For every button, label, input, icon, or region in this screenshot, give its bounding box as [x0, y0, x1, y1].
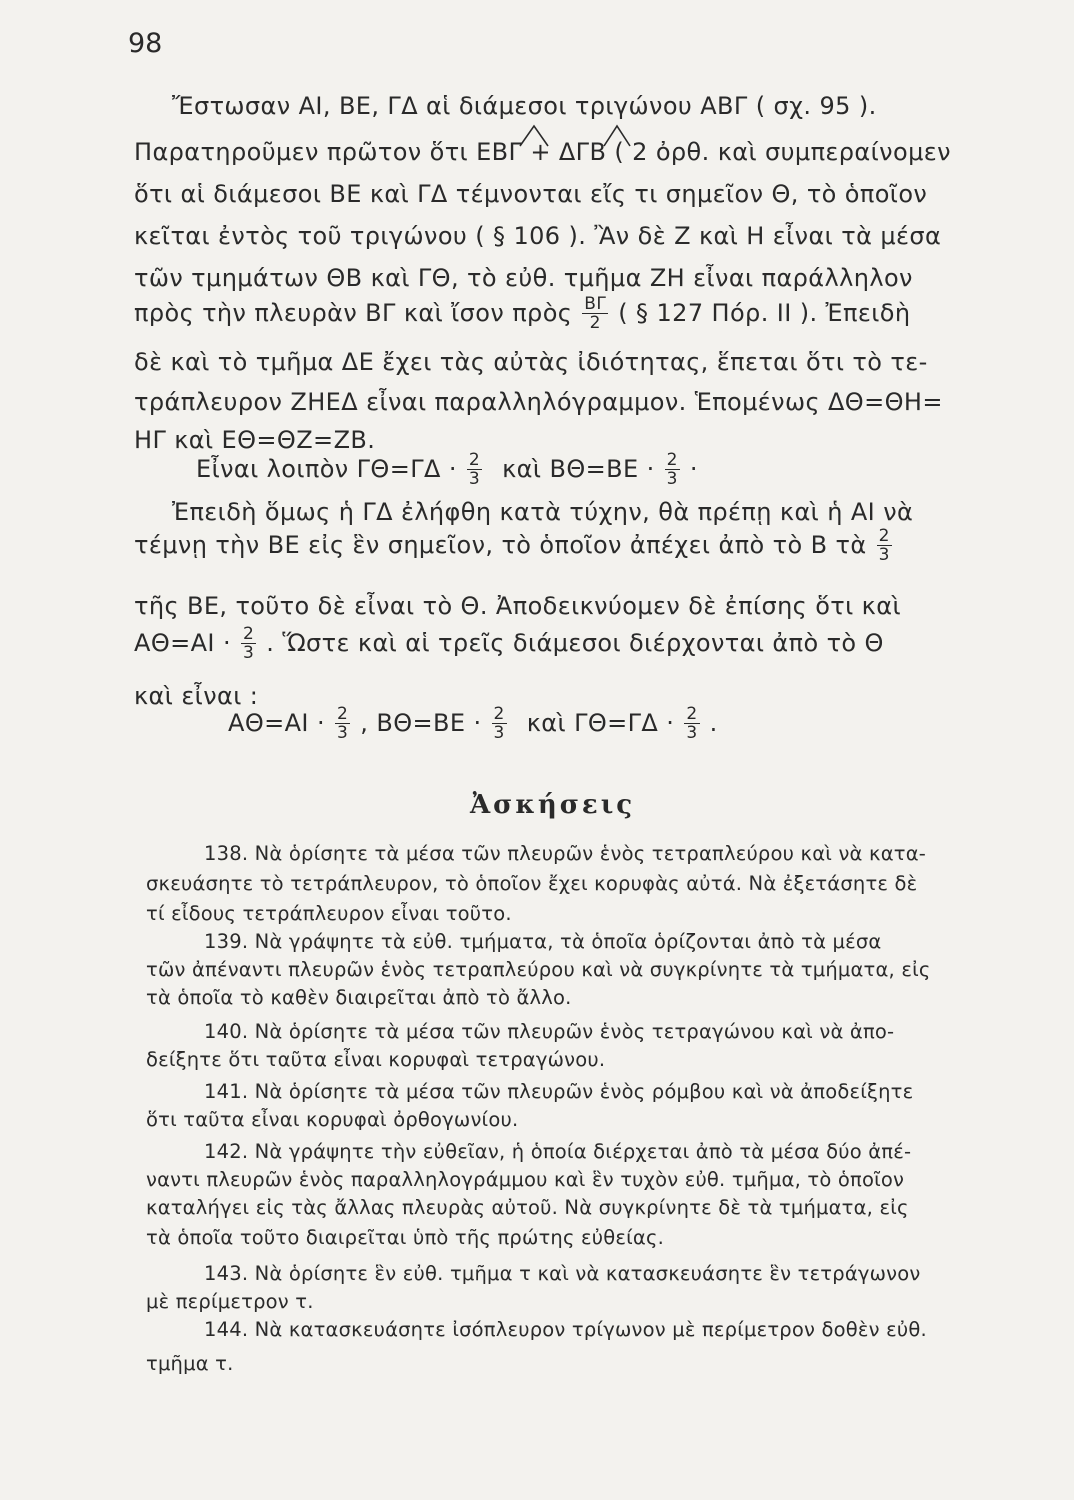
- fraction-two-thirds: [665, 452, 680, 488]
- text-line-10c: ·: [689, 455, 698, 483]
- fraction-denominator: 3: [493, 723, 505, 743]
- text-line-16: [228, 706, 718, 742]
- text-line-15: καὶ εἶναι :: [134, 682, 259, 710]
- exercise-line-4: 139. Νὰ γράψητε τὰ εὐθ. τμήματα, τὰ ὁποῖα ὁρίζονται ἀπὸ τὰ μέσα: [204, 930, 882, 953]
- text-line-16b: , ΒΘ=ΒΕ ·: [360, 709, 482, 737]
- text-line-6a: πρὸς τὴν πλευρὰν ΒΓ καὶ ἴσον πρὸς: [134, 299, 573, 327]
- text-line-10: [196, 452, 698, 488]
- text-line-9: ΗΓ καὶ ΕΘ=ΘΖ=ΖΒ.: [134, 426, 376, 454]
- fraction-denominator: 3: [666, 469, 678, 489]
- exercise-line-8: δείξητε ὅτι ταῦτα εἶναι κορυφαὶ τετραγώνου.: [146, 1048, 606, 1071]
- text-line-12a: τέμνῃ τὴν ΒΕ εἰς ἓν σημεῖον, τὸ ὁποῖον ἀπέχει ἀπὸ τὸ Β τὰ: [134, 531, 867, 559]
- exercise-line-11: 142. Νὰ γράψητε τὴν εὐθεῖαν, ἡ ὁποία διέρχεται ἀπὸ τὰ μέσα δύο ἀπέ-: [204, 1140, 912, 1163]
- exercise-line-10: ὅτι ταῦτα εἶναι κορυφαὶ ὀρθογωνίου.: [146, 1108, 519, 1131]
- text-line-11: Ἐπειδὴ ὅμως ἡ ΓΔ ἐλήφθη κατὰ τύχην, θὰ πρέπῃ καὶ ἡ ΑΙ νὰ: [172, 498, 914, 526]
- fraction-two-thirds: [877, 528, 892, 564]
- fraction-numerator: 2: [337, 704, 349, 724]
- exercise-line-16: μὲ περίμετρον τ.: [146, 1290, 314, 1313]
- fraction-numerator: 2: [878, 526, 890, 546]
- exercise-line-13: καταλήγει εἰς τὰς ἄλλας πλευρὰς αὐτοῦ. Νὰ συγκρίνητε δὲ τὰ τμήματα, εἰς: [146, 1196, 909, 1219]
- exercise-line-5: τῶν ἀπέναντι πλευρῶν ἑνὸς τετραπλεύρου καὶ νὰ συγκρίνητε τὰ τμήματα, εἰς: [146, 958, 931, 981]
- text-line-5: τῶν τμημάτων ΘΒ καὶ ΓΘ, τὸ εὐθ. τμῆμα ΖΗ εἶναι παράλληλον: [134, 264, 913, 292]
- text-line-10b: καὶ ΒΘ=ΒΕ ·: [502, 455, 655, 483]
- fraction-denominator: 3: [686, 723, 698, 743]
- fraction-two-thirds: [241, 626, 256, 662]
- text-line-14: [134, 626, 884, 662]
- text-line-7: δὲ καὶ τὸ τμῆμα ΔΕ ἔχει τὰς αὐτὰς ἰδιότητας, ἕπεται ὅτι τὸ τε-: [134, 348, 928, 376]
- fraction-denominator: 3: [337, 723, 349, 743]
- exercise-line-9: 141. Νὰ ὁρίσητε τὰ μέσα τῶν πλευρῶν ἑνὸς ρόμβου καὶ νὰ ἀποδείξητε: [204, 1080, 914, 1103]
- exercise-line-14: τὰ ὁποῖα τοῦτο διαιρεῖται ὑπὸ τῆς πρώτης εὐθείας.: [146, 1226, 665, 1249]
- text-line-16d: .: [709, 709, 718, 737]
- fraction-numerator: 2: [686, 704, 698, 724]
- text-line-14b: . Ὥστε καὶ αἱ τρεῖς διάμεσοι διέρχονται ἀπὸ τὸ Θ: [266, 629, 884, 657]
- exercise-line-17: 144. Νὰ κατασκευάσητε ἰσόπλευρον τρίγωνον μὲ περίμετρον δοθὲν εὐθ.: [204, 1318, 927, 1341]
- text-line-10a: Εἶναι λοιπὸν ΓΘ=ΓΔ ·: [196, 455, 457, 483]
- text-line-6: [134, 296, 910, 332]
- fraction-denominator: 2: [582, 313, 608, 332]
- exercise-line-15: 143. Νὰ ὁρίσητε ἓν εὐθ. τμῆμα τ καὶ νὰ κατασκευάσητε ἓν τετράγωνον: [204, 1262, 921, 1285]
- text-line-16a: ΑΘ=ΑΙ ·: [228, 709, 325, 737]
- fraction-denominator: 3: [468, 469, 481, 489]
- text-line-3: ὅτι αἱ διάμεσοι ΒΕ καὶ ΓΔ τέμνονται εἴς τι σημεῖον Θ, τὸ ὁποῖον: [134, 180, 928, 208]
- exercises-heading: Ἀσκήσεις: [470, 790, 636, 820]
- text-line-4: κεῖται ἐντὸς τοῦ τριγώνου ( § 106 ). Ἂν δὲ Ζ καὶ Η εἶναι τὰ μέσα: [134, 222, 942, 250]
- text-line-6b: ( § 127 Πόρ. ΙΙ ). Ἐπειδὴ: [618, 299, 911, 327]
- exercise-line-12: ναντι πλευρῶν ἑνὸς παραλληλογράμμου καὶ ἓν τυχὸν εὐθ. τμῆμα, τὸ ὁποῖον: [146, 1168, 905, 1191]
- fraction-numerator: 2: [493, 704, 505, 724]
- fraction-numerator: 2: [468, 450, 481, 470]
- text-line-12: [134, 528, 894, 564]
- fraction-bg-over-2: [582, 296, 608, 332]
- exercise-line-6: τὰ ὁποῖα τὸ καθὲν διαιρεῖται ἀπὸ τὸ ἄλλο.: [146, 986, 572, 1009]
- exercise-line-3: τί εἶδους τετράπλευρον εἶναι τοῦτο.: [146, 902, 512, 925]
- fraction-two-thirds: [684, 706, 699, 742]
- exercise-line-18: τμῆμα τ.: [146, 1352, 234, 1375]
- text-line-16c: καὶ ΓΘ=ΓΔ ·: [526, 709, 675, 737]
- exercise-line-7: 140. Νὰ ὁρίσητε τὰ μέσα τῶν πλευρῶν ἑνὸς τετραγώνου καὶ νὰ ἀπο-: [204, 1020, 895, 1043]
- fraction-two-thirds: [335, 706, 350, 742]
- text-line-8: τράπλευρον ΖΗΕΔ εἶναι παραλληλόγραμμον. Ἑπομένως ΔΘ=ΘΗ=: [134, 388, 943, 416]
- fraction-numerator: ΒΓ: [584, 294, 607, 314]
- text-line-13: τῆς ΒΕ, τοῦτο δὲ εἶναι τὸ Θ. Ἀποδεικνύομεν δὲ ἐπίσης ὅτι καὶ: [134, 592, 901, 620]
- page-number: 98: [128, 28, 163, 59]
- exercise-line-1: 138. Νὰ ὁρίσητε τὰ μέσα τῶν πλευρῶν ἑνὸς τετραπλεύρου καὶ νὰ κατα-: [204, 842, 926, 865]
- text-line-1: Ἔστωσαν ΑΙ, ΒΕ, ΓΔ αἱ διάμεσοι τριγώνου ΑΒΓ ( σχ. 95 ).: [172, 92, 877, 120]
- text-line-2: Παρατηροῦμεν πρῶτον ὅτι ΕΒΓ + ΔΓΒ ( 2 ὀρθ. καὶ συμπεραίνομεν: [134, 138, 951, 166]
- text-line-14a: ΑΘ=ΑΙ ·: [134, 629, 231, 657]
- fraction-numerator: 2: [666, 450, 678, 470]
- fraction-two-thirds: [467, 452, 482, 488]
- fraction-denominator: 3: [243, 643, 255, 663]
- fraction-two-thirds: [492, 706, 507, 742]
- exercise-line-2: σκευάσητε τὸ τετράπλευρον, τὸ ὁποῖον ἔχει κορυφὰς αὐτά. Νὰ ἐξετάσητε δὲ: [146, 872, 918, 895]
- fraction-numerator: 2: [243, 624, 255, 644]
- fraction-denominator: 3: [878, 545, 890, 565]
